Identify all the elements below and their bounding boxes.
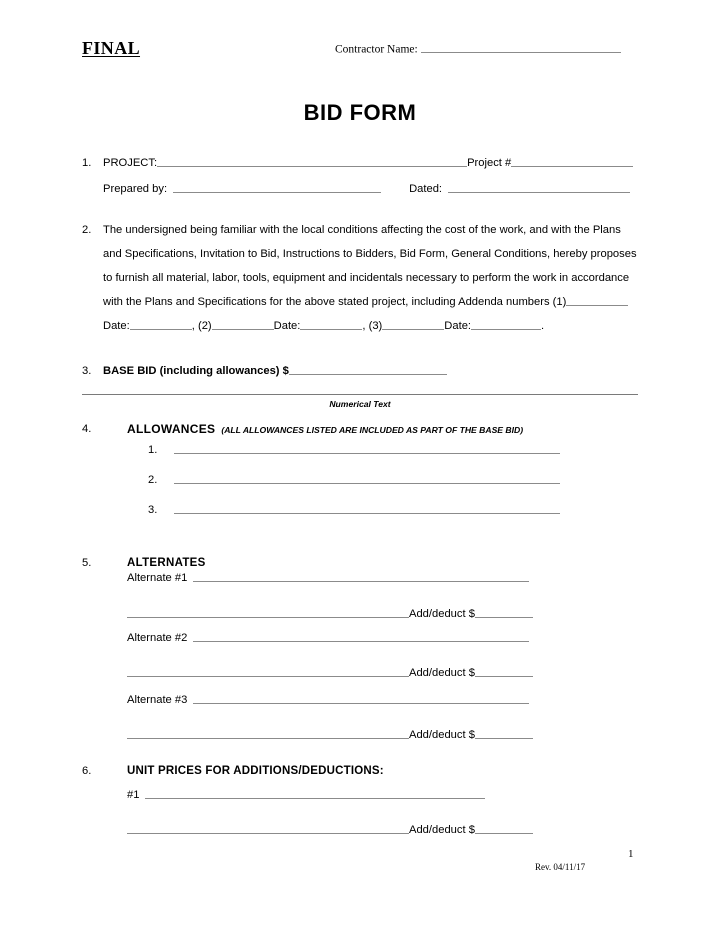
list-item [148, 504, 568, 534]
section-number: 5. [82, 557, 92, 569]
section-number: 4. [82, 423, 92, 435]
unit-price-amount-row-1 [127, 824, 557, 836]
section-number: 1. [82, 157, 92, 169]
project-number-label: Project # [467, 157, 512, 169]
alternate-amount-row-1 [127, 608, 557, 620]
prepared-dated-line [103, 178, 638, 200]
section-body [103, 360, 638, 382]
section-unit-prices [82, 760, 638, 782]
section-allowances [82, 418, 638, 441]
final-stamp: FINAL [82, 38, 141, 58]
alternate-amount-row-3 [127, 729, 557, 741]
allowance-blank[interactable] [174, 444, 560, 454]
section-project [82, 152, 638, 200]
alternates-title: ALTERNATES [127, 557, 206, 569]
page-title: BID FORM [303, 100, 417, 125]
addenda-date-3-blank[interactable] [471, 320, 541, 330]
addenda-date-label-2: Date: [273, 320, 301, 332]
allowances-note: (ALL ALLOWANCES LISTED ARE INCLUDED AS PART OF THE BASE BID) [221, 425, 524, 435]
alternate-description-blank[interactable] [193, 694, 529, 704]
section-number: 6. [82, 765, 92, 777]
alternate-amount-blank[interactable] [475, 667, 533, 677]
list-item [148, 444, 568, 474]
unit-price-description-blank[interactable] [145, 789, 485, 799]
alternate-label: Alternate #2 [127, 632, 188, 645]
add-deduct-label: Add/deduct $ [409, 667, 475, 680]
unit-price-row-1 [127, 789, 557, 801]
add-deduct-label: Add/deduct $ [409, 729, 475, 742]
project-blank[interactable] [157, 157, 467, 167]
section-body [127, 552, 638, 574]
unit-price-label: #1 [127, 789, 140, 802]
horizontal-divider [82, 394, 638, 395]
alternate-amount-blank[interactable] [475, 729, 533, 739]
project-label: PROJECT: [103, 157, 158, 169]
alternate-row-1 [127, 572, 557, 584]
addenda-date-2-blank[interactable] [300, 320, 362, 330]
alternate-description-blank[interactable] [193, 632, 529, 642]
alternate-description-blank[interactable] [193, 572, 529, 582]
addenda-date-label-1: Date: [103, 320, 130, 332]
alternate-amount-row-2 [127, 667, 557, 679]
dated-blank[interactable] [448, 183, 630, 193]
allowance-number: 3. [148, 504, 158, 516]
alternate-continuation-blank[interactable] [127, 608, 409, 618]
addenda-end-punct: . [541, 320, 545, 332]
section-number: 2. [82, 224, 92, 236]
base-bid-label: BASE BID (including allowances) $ [103, 365, 289, 377]
page-header [82, 38, 638, 64]
alternate-label: Alternate #1 [127, 572, 188, 585]
base-bid-blank[interactable] [289, 365, 447, 375]
addenda-date-1-blank[interactable] [130, 320, 192, 330]
allowance-number: 2. [148, 474, 158, 486]
allowances-list [148, 444, 568, 534]
addenda-2-blank[interactable] [212, 320, 274, 330]
contractor-name-field [335, 43, 621, 55]
addenda-1-blank[interactable] [566, 296, 628, 306]
add-deduct-label: Add/deduct $ [409, 824, 475, 837]
section-base-bid [82, 360, 638, 382]
section-body [127, 418, 638, 441]
prepared-by-label: Prepared by: [103, 183, 168, 195]
revision-stamp: Rev. 04/11/17 [535, 862, 586, 872]
addenda-date-label-3: Date: [444, 320, 472, 332]
section-undersigned-statement [82, 218, 638, 338]
alternate-amount-blank[interactable] [475, 608, 533, 618]
contractor-name-blank[interactable] [421, 43, 621, 53]
statement-text: The undersigned being familiar with the local conditions affecting the cost of the work, and with the Plans and Specifications, Invitation to Bid, Instructions to Bidders, Bid Form, General Conditions, hereby proposes to furnish all material, labor, tools, equipment and incidentals necessary to perform the work in accordance with the Plans and Specifications for the above stated project, including Addenda numbers (1) [103, 224, 637, 308]
allowances-title: ALLOWANCES [127, 422, 216, 436]
alternate-label: Alternate #3 [127, 694, 188, 707]
section-body [127, 760, 638, 782]
allowance-blank[interactable] [174, 474, 560, 484]
page-number: 1 [628, 848, 634, 860]
numerical-text-caption: Numerical Text [329, 399, 391, 409]
alternate-continuation-blank[interactable] [127, 729, 409, 739]
addenda-sep-1: , (2) [191, 320, 212, 332]
unit-prices-title: UNIT PRICES FOR ADDITIONS/DEDUCTIONS: [127, 765, 384, 777]
dated-label: Dated: [409, 183, 443, 195]
unit-price-continuation-blank[interactable] [127, 824, 409, 834]
addenda-sep-2: , (3) [362, 320, 383, 332]
prepared-by-blank[interactable] [173, 183, 381, 193]
contractor-name-label: Contractor Name: [335, 43, 418, 56]
section-body [103, 152, 638, 200]
alternate-row-3 [127, 694, 557, 706]
section-body [103, 218, 638, 338]
project-line [103, 152, 638, 174]
alternate-row-2 [127, 632, 557, 644]
project-number-blank[interactable] [511, 157, 633, 167]
section-number: 3. [82, 365, 92, 377]
alternate-continuation-blank[interactable] [127, 667, 409, 677]
addenda-3-blank[interactable] [382, 320, 444, 330]
add-deduct-label: Add/deduct $ [409, 608, 475, 621]
list-item [148, 474, 568, 504]
unit-price-amount-blank[interactable] [475, 824, 533, 834]
allowance-number: 1. [148, 444, 158, 456]
allowance-blank[interactable] [174, 504, 560, 514]
section-alternates [82, 552, 638, 574]
